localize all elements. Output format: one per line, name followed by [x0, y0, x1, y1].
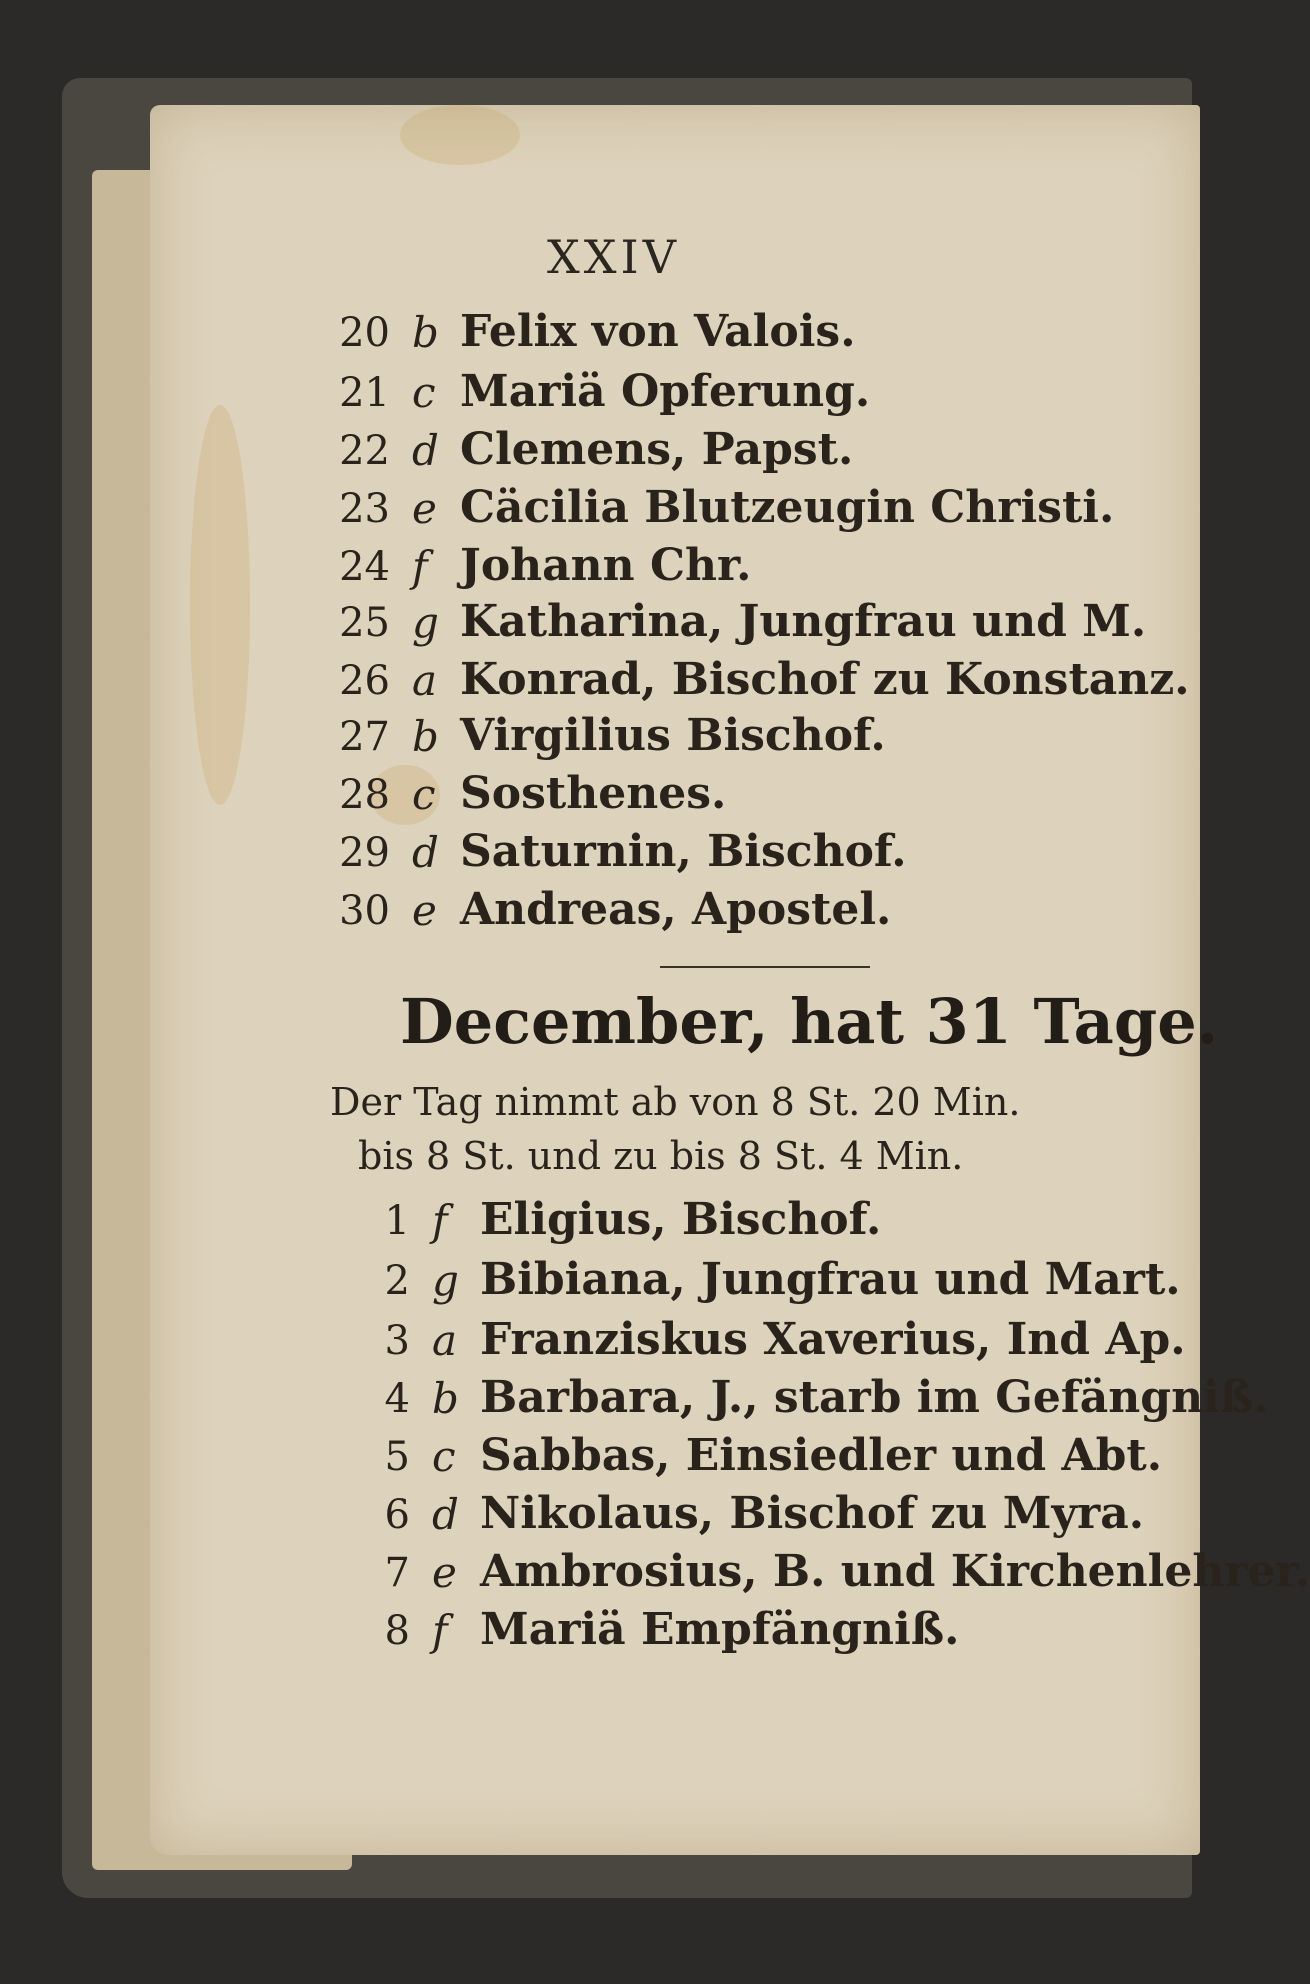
day-number: 21	[339, 370, 390, 416]
day-letter: f	[432, 1196, 448, 1245]
day-letter: a	[412, 656, 438, 705]
daylight-note-line-1: Der Tag nimmt ab von 8 St. 20 Min.	[330, 1080, 1021, 1124]
day-letter: g	[432, 1256, 459, 1305]
saint-name: Ambrosius, B. und Kirchenlehrer.	[480, 1546, 1310, 1597]
saint-name: Bibiana, Jungfrau und Mart.	[480, 1254, 1181, 1305]
day-number: 3	[384, 1318, 410, 1364]
day-letter: e	[432, 1548, 457, 1597]
day-number: 29	[339, 830, 390, 876]
saint-name: Eligius, Bischof.	[480, 1194, 882, 1245]
day-number: 26	[339, 658, 390, 704]
section-divider	[660, 966, 870, 968]
saint-name: Katharina, Jungfrau und M.	[460, 596, 1147, 647]
day-letter: b	[412, 712, 439, 761]
day-number: 30	[339, 888, 390, 934]
day-number: 7	[384, 1550, 410, 1596]
day-letter: g	[412, 598, 439, 647]
day-number: 5	[384, 1434, 410, 1480]
day-number: 2	[384, 1258, 410, 1304]
page-number: XXIV	[547, 230, 680, 284]
day-letter: a	[432, 1316, 458, 1365]
saint-name: Clemens, Papst.	[460, 424, 854, 475]
day-letter: b	[432, 1374, 459, 1423]
daylight-note-line-2: bis 8 St. und zu bis 8 St. 4 Min.	[358, 1134, 964, 1178]
day-letter: e	[412, 484, 437, 533]
day-number: 28	[339, 772, 390, 818]
day-number: 20	[339, 310, 390, 356]
day-letter: c	[432, 1432, 456, 1481]
day-number: 22	[339, 428, 390, 474]
day-letter: c	[412, 770, 436, 819]
day-letter: d	[412, 828, 439, 877]
day-letter: d	[412, 426, 439, 475]
day-number: 24	[339, 544, 390, 590]
day-letter: f	[432, 1606, 448, 1655]
day-letter: d	[432, 1490, 459, 1539]
saint-name: Sosthenes.	[460, 768, 727, 819]
day-letter: b	[412, 308, 439, 357]
day-letter: c	[412, 368, 436, 417]
saint-name: Nikolaus, Bischof zu Myra.	[480, 1488, 1145, 1539]
day-number: 6	[384, 1492, 410, 1538]
saint-name: Mariä Empfängniß.	[480, 1604, 960, 1655]
day-letter: e	[412, 886, 437, 935]
saint-name: Franziskus Xaverius, Ind Ap.	[480, 1314, 1186, 1365]
saint-name: Mariä Opferung.	[460, 366, 871, 417]
saint-name: Johann Chr.	[460, 540, 752, 591]
day-number: 4	[384, 1376, 410, 1422]
day-number: 8	[384, 1608, 410, 1654]
day-number: 25	[339, 600, 390, 646]
day-number: 27	[339, 714, 390, 760]
saint-name: Felix von Valois.	[460, 306, 856, 357]
day-number: 23	[339, 486, 390, 532]
saint-name: Barbara, J., starb im Gefängniß.	[480, 1372, 1269, 1423]
saint-name: Cäcilia Blutzeugin Christi.	[460, 482, 1115, 533]
saint-name: Konrad, Bischof zu Konstanz.	[460, 654, 1190, 705]
day-letter: f	[412, 542, 428, 591]
saint-name: Saturnin, Bischof.	[460, 826, 907, 877]
day-number: 1	[384, 1198, 410, 1244]
month-heading: December, hat 31 Tage.	[400, 985, 1219, 1058]
saint-name: Andreas, Apostel.	[460, 884, 892, 935]
saint-name: Sabbas, Einsiedler und Abt.	[480, 1430, 1163, 1481]
saint-name: Virgilius Bischof.	[460, 710, 886, 761]
